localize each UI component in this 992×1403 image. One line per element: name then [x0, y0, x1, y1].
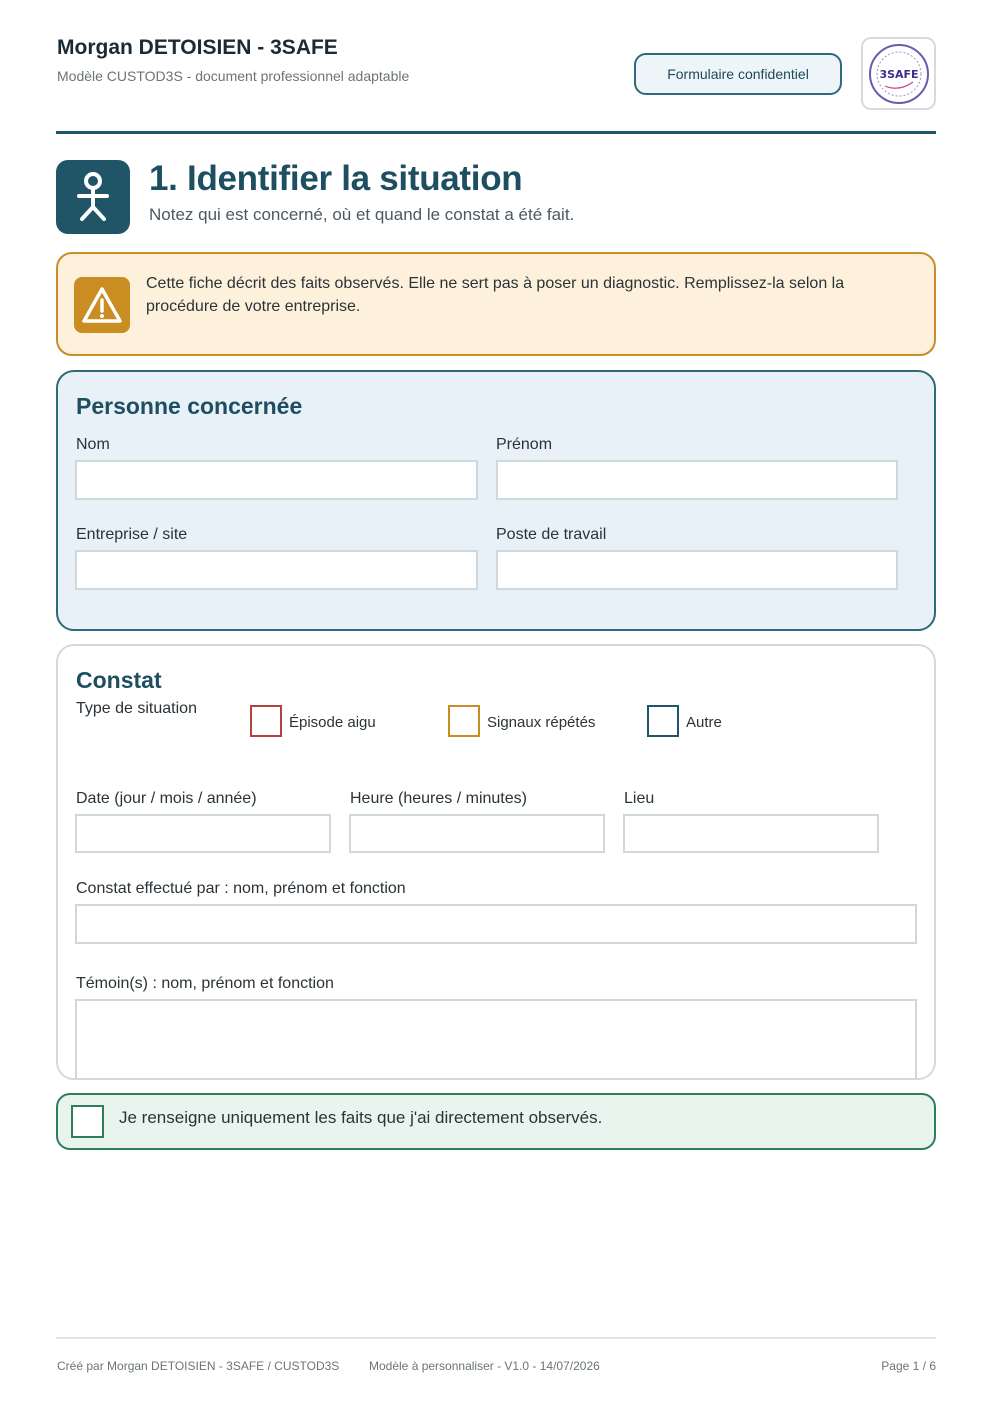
type-situation-label: Type de situation — [76, 700, 197, 717]
footer-divider — [56, 1337, 936, 1339]
temoins-label: Témoin(s) : nom, prénom et fonction — [76, 975, 334, 992]
person-icon-tile — [56, 160, 130, 234]
poste-field[interactable] — [496, 550, 898, 590]
constat-heading: Constat — [76, 667, 162, 693]
logo-seal-icon — [867, 42, 931, 106]
company-logo — [861, 37, 936, 110]
signaux-repetes-label: Signaux répétés — [487, 714, 596, 731]
person-icon — [71, 171, 115, 223]
date-label: Date (jour / mois / année) — [76, 790, 257, 807]
confidential-badge: Formulaire confidentiel — [634, 53, 842, 95]
autre-label: Autre — [686, 714, 722, 731]
entreprise-label: Entreprise / site — [76, 526, 188, 543]
lieu-label: Lieu — [624, 790, 655, 807]
autre-checkbox[interactable] — [647, 705, 679, 737]
personne-heading: Personne concernée — [76, 393, 303, 419]
attestation-text: Je renseigne uniquement les faits que j'ai directement observés. — [119, 1108, 603, 1127]
footer-page-number: Page 1 / 6 — [881, 1359, 936, 1373]
episode-aigu-label: Épisode aigu — [289, 714, 376, 731]
header-divider — [56, 131, 936, 134]
section-title: 1. Identifier la situation — [149, 159, 523, 198]
date-field[interactable] — [75, 814, 331, 853]
document-author-title: Morgan DETOISIEN - 3SAFE — [57, 36, 338, 59]
footer-created-by: Créé par Morgan DETOISIEN - 3SAFE / CUSTOD3S — [57, 1359, 340, 1373]
warning-icon-tile — [74, 277, 130, 333]
signaux-repetes-checkbox[interactable] — [448, 705, 480, 737]
prenom-field[interactable] — [496, 460, 898, 500]
temoins-field[interactable] — [75, 999, 917, 1078]
warning-icon — [81, 286, 123, 324]
document-subtitle: Modèle CUSTOD3S - document professionnel adaptable — [57, 68, 410, 84]
heure-label: Heure (heures / minutes) — [350, 790, 527, 807]
warning-text: Cette fiche décrit des faits observés. Elle ne sert pas à poser un diagnostic. Remplissez-la selon la procédure de votre entreprise. — [146, 275, 845, 315]
episode-aigu-checkbox[interactable] — [250, 705, 282, 737]
lieu-field[interactable] — [623, 814, 879, 853]
logo-text: 3SAFE — [878, 67, 919, 81]
footer-version: Modèle à personnaliser - V1.0 - 14/07/2026 — [369, 1359, 600, 1373]
prenom-label: Prénom — [496, 436, 553, 453]
constat-effectue-field[interactable] — [75, 904, 917, 944]
entreprise-field[interactable] — [75, 550, 478, 590]
constat-effectue-label: Constat effectué par : nom, prénom et fonction — [76, 880, 406, 897]
nom-label: Nom — [76, 436, 110, 453]
poste-label: Poste de travail — [496, 526, 607, 543]
heure-field[interactable] — [349, 814, 605, 853]
nom-field[interactable] — [75, 460, 478, 500]
attestation-checkbox[interactable] — [71, 1105, 104, 1138]
section-subtitle: Notez qui est concerné, où et quand le constat a été fait. — [149, 205, 575, 224]
